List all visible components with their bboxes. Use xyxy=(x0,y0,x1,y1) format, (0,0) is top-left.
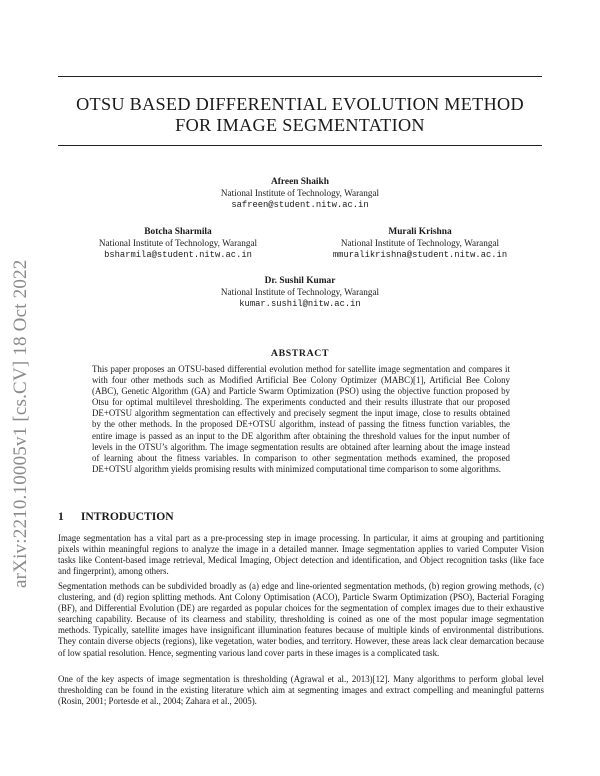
author-affiliation: National Institute of Technology, Warangal xyxy=(98,238,258,249)
body-paragraph: One of the key aspects of image segmentation is thresholding (Agrawal et al., 2013)[12]. Many algorithms to perform global level thresholding can be found in the existing literature which aim at segmenting images and extract compelling and meaningful patterns (Rosin, 2001; Portesde et al., 2004; Zahara et al., 2005). xyxy=(58,674,544,707)
author-block xyxy=(300,227,540,261)
body-paragraph: Segmentation methods can be subdivided broadly as (a) edge and line-oriented segmentation methods, (b) region growing methods, (c) clustering, and (d) region splitting methods. Ant Colony Optimisation (ACO), Particle Swarm Optimization (PSO), Bacterial Foraging (BF), and Differential Evolution (DE) are regarded as popular choices for the segmentation of complex images due to their exhaustive searching capability. Because of its clearness and stability, thresholding is coined as one of the most popular image segmentation methods. Typically, satellite images have insignificant illumination features because of multiple kinds of environmental distributions. They contain diverse objects (regions), like vegetation, water bodies, and territory. However, these areas lack clear demarcation because of low spatial resolution. Hence, segmenting various land cover parts in these images is a complicated task. xyxy=(58,581,544,658)
author-affiliation: National Institute of Technology, Warangal xyxy=(220,287,380,298)
author-block xyxy=(150,177,450,211)
arxiv-identifier-stamp: arXiv:2210.10005v1 [cs.CV] 18 Oct 2022 xyxy=(10,259,31,588)
abstract-heading: ABSTRACT xyxy=(270,348,330,359)
author-email: kumar.sushil@nitw.ac.in xyxy=(239,298,361,309)
author-affiliation: National Institute of Technology, Warangal xyxy=(340,238,500,249)
author-name: Botcha Sharmila xyxy=(144,227,212,237)
abstract-text: This paper proposes an OTSU-based differential evolution method for satellite image segmentation and compares it with four other methods such as Modified Artificial Bee Colony Optimizer (MABC)[1], Artificial Bee Colony (ABC), Genetic Algorithm (GA) and Particle Swarm Optimization (PSO) using the objective function proposed by Otsu for optimal multilevel thresholding. The experiments conducted and their results illustrate that our proposed DE+OTSU algorithm segmentation can effectively and precisely segment the input image, close to results obtained by the other methods. In the proposed DE+OTSU algorithm, instead of passing the fitness function variables, the entire image is passed as an input to the DE algorithm after obtaining the threshold values for the input number of levels in the OTSU’s algorithm. The image segmentation results are obtained after learning about the image instead of learning about the fitness variables. In comparison to other segmentation methods examined, the proposed DE+OTSU algorithm yields promising results with minimized computational time comparison to some algorithms. xyxy=(92,364,510,474)
author-email: bsharmila@student.nitw.ac.in xyxy=(104,249,252,260)
author-name: Murali Krishna xyxy=(388,227,452,237)
author-email: safreen@student.nitw.ac.in xyxy=(231,199,369,210)
author-block xyxy=(58,227,298,261)
author-name: Dr. Sushil Kumar xyxy=(264,276,336,286)
section-number: 1 xyxy=(58,510,64,523)
title-rule-top xyxy=(58,76,542,77)
section-heading xyxy=(58,510,174,523)
author-block xyxy=(150,276,450,310)
author-email: mmuralikrishna@student.nitw.ac.in xyxy=(332,249,508,260)
title-rule-bottom xyxy=(58,145,542,146)
author-affiliation: National Institute of Technology, Warangal xyxy=(220,188,380,199)
body-paragraph: Image segmentation has a vital part as a pre-processing step in image processing. In particular, it aims at grouping and partitioning pixels within meaningful regions to analyze the image in a detailed manner. Image segmentation applies to varied Computer Vision tasks like Content-based image retrieval, Medical Imaging, Object detection and identification, and Object recognition tasks (like face and fingerprint), among others. xyxy=(58,533,544,577)
paper-title: OTSU BASED DIFFERENTIAL EVOLUTION METHOD FOR IMAGE SEGMENTATION xyxy=(76,94,524,135)
section-title: INTRODUCTION xyxy=(80,510,174,523)
author-name: Afreen Shaikh xyxy=(271,177,329,187)
